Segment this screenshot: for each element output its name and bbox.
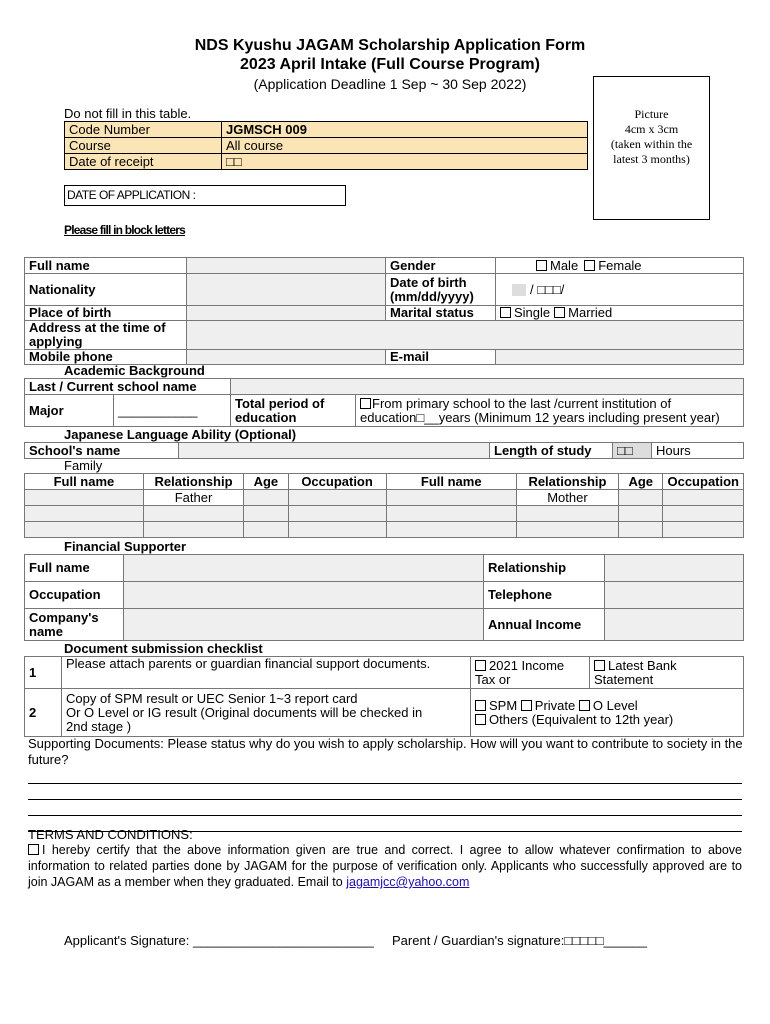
- office-table: Code Number JGMSCH 009 Course All course Date of receipt □□: [64, 121, 588, 170]
- japanese-section: Japanese Language Ability (Optional): [64, 427, 297, 442]
- applicant-signature: Applicant's Signature: _________________________: [64, 933, 374, 948]
- answer-lines[interactable]: [28, 768, 742, 832]
- family-section: Family: [64, 458, 103, 473]
- email-link[interactable]: jagamjcc@yahoo.com: [346, 875, 470, 889]
- academic-section: Academic Background: [64, 363, 205, 378]
- checklist-table: 1 Please attach parents or guardian financial support documents. 2021 Income Tax or Latest Bank Statement 2 Copy of SPM result or UEC Senior 1~3 report card Or O Level or IG result (Original documents will be checked in 2nd stage ) SPM Private O Level Others (Equivalent to 12th year): [24, 656, 744, 737]
- family-table: Full name Relationship Age Occupation Full name Relationship Age Occupation Father Mother: [24, 473, 744, 538]
- terms-heading: TERMS AND CONDITIONS:: [28, 827, 193, 842]
- checklist-section: Document submission checklist: [64, 641, 263, 656]
- deadline: (Application Deadline 1 Sep ~ 30 Sep 2022): [253, 76, 527, 92]
- form-subtitle: 2023 April Intake (Full Course Program): [240, 56, 540, 73]
- financial-section: Financial Supporter: [64, 539, 187, 554]
- japanese-table: School's name Length of study □□ Hours: [24, 442, 744, 459]
- form-title: NDS Kyushu JAGAM Scholarship Application Form: [194, 37, 586, 54]
- academic-table: Last / Current school name Major ___________ Total period of education From primary school to the last /current institution of education□__years (Minimum 12 years including present year): [24, 378, 744, 427]
- supporting-docs-prompt: Supporting Documents: Please status why do you wish to apply scholarship. How will you want to contribute to society in the future?: [28, 736, 743, 767]
- date-of-application-field[interactable]: DATE OF APPLICATION :: [64, 185, 346, 206]
- parent-signature: Parent / Guardian's signature:□□□□□______: [392, 933, 647, 948]
- block-letters-note: Please fill in block letters: [64, 223, 185, 237]
- terms-text: I hereby certify that the above information given are true and correct. I agree to allow whatever confirmation to above information to related parties done by JAGAM for the purpose of verification only. Applicants who successfully approved are to join JAGAM as a member when they graduated. Email to jagamjcc@yahoo.com: [28, 843, 742, 889]
- office-note: Do not fill in this table.: [64, 106, 192, 121]
- personal-table: Full name Gender Male Female Nationality Date of birth (mm/dd/yyyy) / □□□/ Place of birth Marital status Single Married Address at the time of applying Mobile phone E-mail: [24, 257, 744, 365]
- financial-table: Full name Relationship Occupation Telephone Company's name Annual Income: [24, 554, 744, 641]
- picture-box: Picture 4cm x 3cm (taken within the latest 3 months): [593, 76, 710, 220]
